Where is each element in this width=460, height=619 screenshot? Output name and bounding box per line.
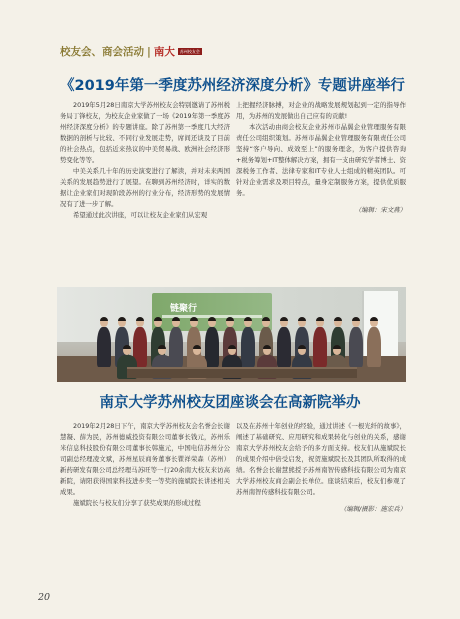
person-hair (263, 345, 271, 349)
article2-paragraph: 施斌院长与校友们分享了获奖成果的形成过程 (73, 499, 201, 507)
person-hair (226, 317, 234, 321)
brand-name: 南大 (153, 46, 175, 58)
article2-left-column (60, 421, 230, 509)
article1-paragraph: 上把握经济脉搏，对企业的战略发展规划起到一定的指导作用，为苏州的发展做出自己应有的贡献! (236, 101, 406, 120)
article1-title: 《2019年第一季度苏州经济深度分析》专题讲座举行 (60, 78, 405, 94)
standing-person (205, 327, 219, 367)
article2-title: 南京大学苏州校友团座谈会在高新院举办 (99, 395, 361, 411)
article1-paragraph: 本次活动由商会校友企业苏州市晶翼企业管理服务有限责任公司组织策划。苏州市晶翼企业管理服务有限责任公司坚持“客户导向、成效至上”的服务理念，为客户提供咨询+税务筹划+IT整体解决方案，拥有一支由研究学者博士、资深税务工作者、法律专家和IT专业人士组成的精英团队。可针对企业需求及项目特点，量身定制服务方案，提供优质服务。 (236, 123, 406, 197)
header-separator: | (147, 45, 151, 58)
person-hair (280, 317, 288, 321)
person-hair (334, 317, 342, 321)
person-hair (193, 345, 201, 349)
person-hair (158, 345, 166, 349)
article1-paragraph: 2019年5月28日南京大学苏州校友会特别邀请了苏州税务局丁锋校友，为校友企业家做了一场《2019年第一季度苏州经济深度分析》的专题讲座。除了苏州第一季度几大经济数据的剖析与比较、不同行业发展走势，席间还谈及了目前的社会热点，包括近来热议的中美贸易战、欧洲社会经济形势变化等等。 (60, 101, 230, 164)
article2-signature: （编辑/摄影：施宏兵） (339, 505, 406, 513)
article2-right-column (236, 421, 406, 515)
person-hair (316, 317, 324, 321)
person-hair (370, 317, 378, 321)
standing-person (313, 327, 327, 367)
person-hair (172, 317, 180, 321)
article1-right-column (236, 100, 406, 216)
person-hair (262, 317, 270, 321)
article2-paragraph: 2019年2月28日下午，南京大学苏州校友会名誉会长谢慧凝、薛为民，苏州德威投资有限公司董事长钱元，苏州乐米信息科技股份有限公司董事长韩施元，中国电信苏州分公司副总经理凌文斌，苏州星辰商务董事长瞿祥荣森（苏州）新药研发有限公司总经理马苏旺等一行20余南大校友来访高新院，请阳获得国家科技进步奖一等奖的施斌院长讲述相关成果。 (60, 422, 230, 496)
article1-left-column (60, 100, 230, 221)
article1-signature: （编辑：宋文燕） (354, 206, 406, 214)
person-hair (118, 317, 126, 321)
alumni-logo: 苏州校友会 (179, 49, 200, 54)
article1-paragraph: 希望通过此次讲座，可以让校友企业家们从宏观 (73, 211, 208, 219)
section-label: 校友会、商会活动 (60, 46, 144, 58)
person-hair (352, 317, 360, 321)
standing-person (277, 327, 291, 367)
standing-person (97, 327, 111, 367)
article1-paragraph: 中美关系几十年的历史演变进行了解读，并对未来两国关系的发展趋势进行了展望。在聊到苏州经济时，详实的数据让企业家们对现阶段苏州的行业分布，经济形势的发展情况有了进一步了解。 (60, 167, 230, 208)
person-hair (136, 317, 144, 321)
person-hair (244, 317, 252, 321)
standing-person (241, 327, 255, 367)
person-hair (208, 317, 216, 321)
standing-person (367, 327, 381, 367)
group-photo (57, 287, 406, 382)
person-hair (298, 345, 306, 349)
person-hair (100, 317, 108, 321)
person-hair (298, 317, 306, 321)
page-number: 20 (38, 592, 51, 603)
person-hair (333, 345, 341, 349)
standing-person (349, 327, 363, 367)
person-hair (228, 345, 236, 349)
person-hair (190, 317, 198, 321)
section-header (60, 44, 202, 59)
article2-paragraph: 以及在苏州十年创业的经验，通过讲述《一根光纤的故事》，阐述了基础研究、应用研究和成果转化与创业的关系，感谢南京大学苏州校友会给予的多方面支持。校友们从施斌院长的成果介绍中倍受启发，祝贺施斌院长及其团队所取得的成绩。名誉会长谢慧熊授予苏州南智传感科技有限公司为南京大学苏州校友商会副会长单位。座谈结束后，校友们参观了苏州南智传感科技有限公司。 (236, 422, 406, 496)
person-hair (123, 345, 131, 349)
banner-text: 链聚行 (170, 304, 198, 314)
photo-table (127, 367, 357, 378)
person-hair (154, 317, 162, 321)
